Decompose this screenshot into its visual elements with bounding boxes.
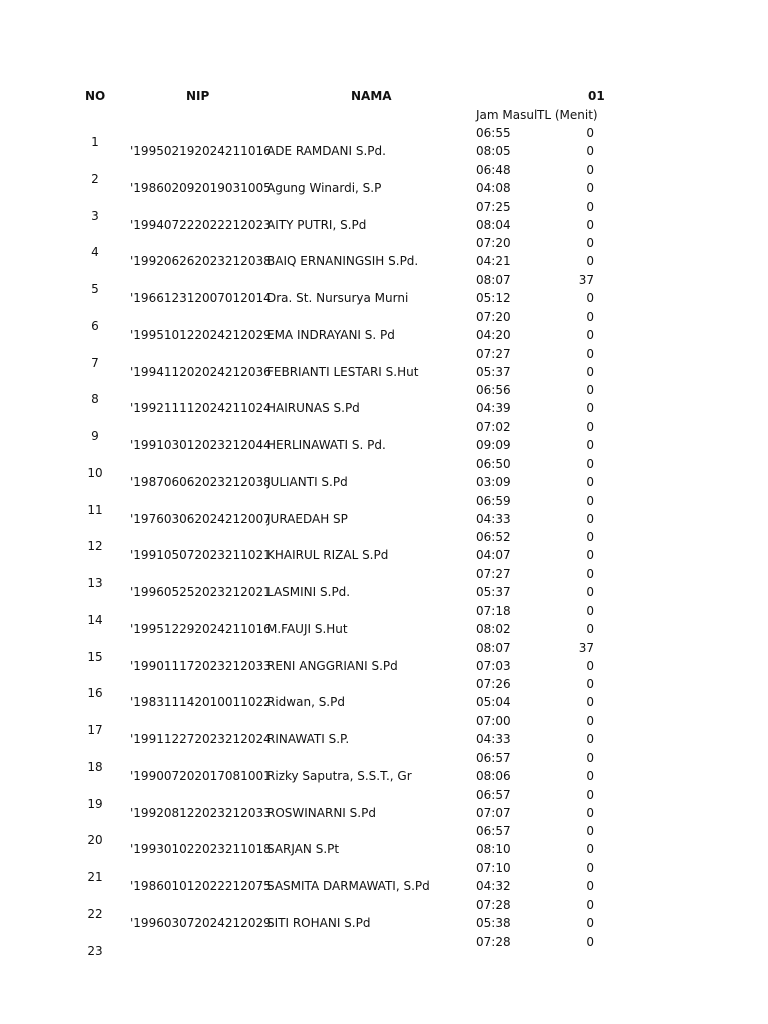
row-late-in: 0 [586,456,594,471]
row-nip: '199301022023211018 [130,842,271,857]
row-number: 9 [91,429,99,443]
row-name: RENI ANGGRIANI S.Pd [267,658,398,673]
row-time-out: 04:07 [476,548,511,563]
row-name: JURAEDAH SP [267,511,348,526]
row-nip: '199211112024211024 [130,401,271,416]
row-late-out: 0 [586,254,594,269]
row-name: AITY PUTRI, S.Pd [267,217,367,232]
row-late-in: 0 [586,714,594,728]
row-late-in: 0 [586,346,594,361]
row-time-in: 06:50 [476,456,511,471]
header-no: NO [85,89,106,103]
row-time-out: 05:38 [476,915,511,930]
row-number: 13 [87,576,103,590]
row-nip: '199407222022212023 [130,217,271,232]
row-nip: '198706062023212038 [130,474,271,489]
row-time-out: 04:32 [476,879,511,893]
row-number: 4 [91,245,99,260]
row-nip: '199510122024212029 [130,327,271,342]
row-number: 20 [87,833,103,848]
row-time-in: 06:57 [476,787,511,802]
header-nama: NAMA [351,89,392,103]
row-late-out: 0 [586,842,594,857]
row-late-in: 0 [586,567,594,581]
row-late-in: 0 [586,162,594,177]
row-time-in: 07:28 [476,934,511,949]
row-time-in: 07:26 [476,677,511,692]
row-late-out: 0 [586,768,594,783]
row-time-out: 05:04 [476,695,511,710]
row-number: 21 [87,870,103,884]
row-time-out: 08:04 [476,217,511,232]
row-late-in: 0 [586,824,594,839]
row-time-out: 05:37 [476,364,511,379]
row-time-in: 06:59 [476,493,511,508]
row-number: 16 [87,686,103,701]
row-late-out: 0 [586,364,594,379]
header-day: 01 [588,89,605,103]
row-name: ROSWINARNI S.Pd [267,805,376,820]
row-late-out: 0 [586,732,594,746]
row-late-out: 0 [586,327,594,342]
row-nip: '198601012022212075 [130,879,271,893]
row-time-in: 07:27 [476,567,511,581]
row-time-out: 08:06 [476,768,511,783]
row-nip: '199011172023212033 [130,658,271,673]
row-nip: '199411202024212036 [130,364,271,379]
row-nip: '196612312007012014 [130,291,271,305]
row-time-in: 07:02 [476,420,511,434]
row-name: HAIRUNAS S.Pd [267,401,360,416]
row-number: 2 [91,171,99,186]
row-nip: '199208122023212033 [130,805,271,820]
row-number: 17 [87,723,103,737]
row-late-out: 0 [586,695,594,710]
row-late-in: 0 [586,750,594,765]
row-time-out: 04:39 [476,401,511,416]
row-number: 6 [91,318,99,333]
row-late-out: 0 [586,474,594,489]
row-late-in: 37 [578,273,594,287]
row-nip: '199512292024211016 [130,621,271,636]
row-late-in: 0 [586,897,594,912]
row-late-out: 0 [586,144,594,158]
row-late-out: 0 [586,548,594,563]
row-time-out: 07:03 [476,658,511,673]
row-name: Ridwan, S.Pd [267,695,345,710]
row-late-in: 0 [586,861,594,875]
row-late-in: 0 [586,199,594,214]
row-number: 23 [87,943,103,958]
row-late-in: 0 [586,236,594,251]
row-name: SARJAN S.Pt [267,842,340,857]
row-nip: '199603072024212029 [130,915,271,930]
row-late-out: 0 [586,621,594,636]
row-late-in: 0 [586,126,594,140]
row-late-in: 0 [586,934,594,949]
row-late-out: 0 [586,658,594,673]
row-late-in: 0 [586,420,594,434]
row-time-in: 07:27 [476,346,511,361]
row-late-out: 0 [586,401,594,416]
row-nip: '199605252023212021 [130,585,271,599]
row-time-in: 06:48 [476,162,511,177]
row-time-out: 03:09 [476,474,511,489]
row-time-in: 06:52 [476,530,511,545]
row-time-out: 05:37 [476,585,511,599]
row-time-out: 04:33 [476,511,511,526]
row-time-in: 08:07 [476,640,511,655]
row-name: ADE RAMDANI S.Pd. [267,144,386,158]
row-late-in: 0 [586,530,594,545]
row-number: 10 [87,465,103,480]
row-late-out: 0 [586,180,594,195]
row-name: SASMITA DARMAWATI, S.Pd [267,879,430,893]
row-name: HERLINAWATI S. Pd. [267,438,386,452]
row-time-out: 08:10 [476,842,511,857]
row-late-in: 0 [586,493,594,508]
row-nip: '198311142010011022 [130,695,271,710]
row-time-in: 06:57 [476,750,511,765]
row-name: JULIANTI S.Pd [267,474,348,489]
row-name: M.FAUJI S.Hut [267,621,348,636]
row-time-in: 07:00 [476,714,511,728]
row-late-in: 37 [578,640,594,655]
row-number: 18 [87,759,103,774]
row-time-in: 07:10 [476,861,511,875]
row-name: Dra. St. Nursurya Murni [267,291,409,305]
header-nip: NIP [186,89,210,103]
row-time-in: 08:07 [476,273,511,287]
row-time-in: 07:25 [476,199,511,214]
row-name: RINAWATI S.P. [267,732,350,746]
row-name: Rizky Saputra, S.S.T., Gr [267,768,412,783]
row-time-out: 04:33 [476,732,511,746]
row-late-out: 0 [586,291,594,305]
row-nip: '199206262023212038 [130,254,271,269]
row-name: FEBRIANTI LESTARI S.Hut [267,364,419,379]
row-time-out: 04:08 [476,180,511,195]
row-nip: '197603062024212007 [130,511,271,526]
row-late-in: 0 [586,787,594,802]
row-time-out: 05:12 [476,291,511,305]
row-late-in: 0 [586,383,594,398]
row-nip: '199105072023211021 [130,548,271,563]
row-late-in: 0 [586,677,594,692]
row-number: 3 [91,208,99,223]
row-time-out: 04:21 [476,254,511,269]
row-late-out: 0 [586,217,594,232]
row-name: LASMINI S.Pd. [267,585,351,599]
header-tl-menit: TL (Menit) [537,108,598,122]
row-time-in: 06:56 [476,383,511,398]
row-name: KHAIRUL RIZAL S.Pd [267,548,389,563]
row-nip: '199007202017081001 [130,768,271,783]
row-late-out: 0 [586,511,594,526]
row-number: 1 [91,135,99,149]
row-name: EMA INDRAYANI S. Pd [267,327,395,342]
row-number: 8 [91,392,99,407]
row-nip: '199103012023212044 [130,438,271,452]
row-time-out: 04:20 [476,327,511,342]
row-time-out: 08:05 [476,144,511,158]
row-name: SITI ROHANI S.Pd [267,915,371,930]
row-late-out: 0 [586,805,594,820]
row-late-out: 0 [586,438,594,452]
row-number: 19 [87,796,103,811]
row-late-in: 0 [586,309,594,324]
row-late-in: 0 [586,603,594,618]
row-number: 15 [87,649,103,664]
row-time-in: 06:57 [476,824,511,839]
row-number: 5 [91,282,99,296]
header-jam-masuk: Jam Masul [476,108,538,122]
row-time-in: 06:55 [476,126,511,140]
row-time-in: 07:18 [476,603,511,618]
row-number: 14 [87,612,103,627]
row-time-in: 07:20 [476,236,511,251]
row-name: BAIQ ERNANINGSIH S.Pd. [267,254,419,269]
row-number: 11 [87,502,103,517]
row-time-in: 07:20 [476,309,511,324]
row-nip: '198602092019031005 [130,180,271,195]
row-time-in: 07:28 [476,897,511,912]
row-nip: '199502192024211016 [130,144,271,158]
row-time-out: 09:09 [476,438,511,452]
row-time-out: 07:07 [476,805,511,820]
row-time-out: 08:02 [476,621,511,636]
row-late-out: 0 [586,879,594,893]
row-name: Agung Winardi, S.P [267,180,382,195]
row-late-out: 0 [586,585,594,599]
row-number: 12 [87,539,103,554]
row-number: 7 [91,355,99,370]
row-number: 22 [87,906,103,921]
row-nip: '199112272023212024 [130,732,271,746]
row-late-out: 0 [586,915,594,930]
